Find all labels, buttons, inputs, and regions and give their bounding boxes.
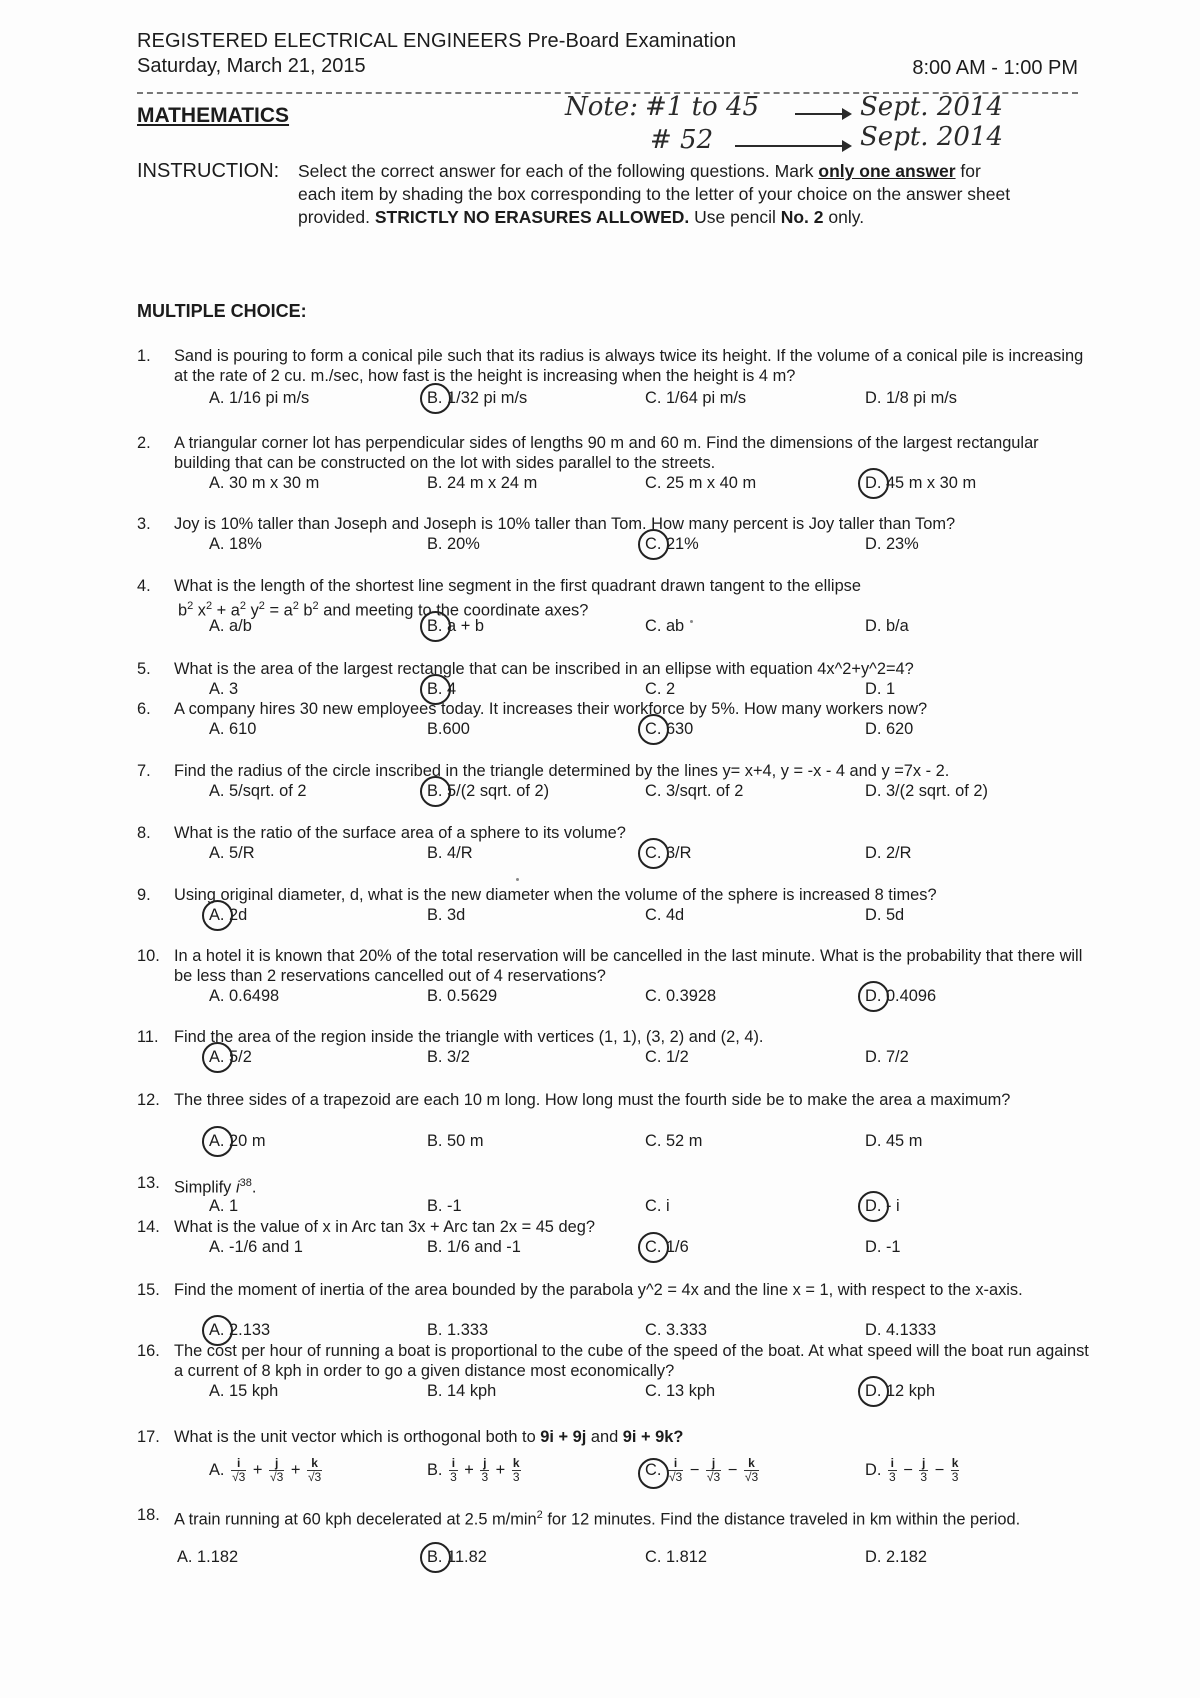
option-b[interactable]: B. 5/(2 sqrt. of 2) xyxy=(427,781,549,801)
question-stem: What is the ratio of the surface area of a sphere to its volume? xyxy=(174,824,626,842)
question-number: 1. xyxy=(137,347,151,365)
option-a[interactable]: A. 30 m x 30 m xyxy=(209,474,320,492)
question-stem: Using original diameter, d, what is the new diameter when the volume of the sphere is increased 8 times? xyxy=(174,886,937,904)
option-b[interactable]: B. 1/32 pi m/s xyxy=(427,388,527,408)
circle-mark-icon xyxy=(202,900,233,931)
option-c[interactable]: C. 1/64 pi m/s xyxy=(645,389,747,407)
answer-options xyxy=(137,1381,1085,1403)
option-c[interactable]: C. 3.333 xyxy=(645,1321,707,1339)
exam-date: Saturday, March 21, 2015 xyxy=(137,55,366,77)
option-c[interactable]: C. 52 m xyxy=(645,1132,703,1150)
question-number: 11. xyxy=(137,1028,159,1046)
handwritten-note-label: Note: xyxy=(565,92,638,122)
option-d[interactable]: D. 7/2 xyxy=(865,1048,909,1066)
option-a[interactable]: A. a/b xyxy=(209,617,252,635)
option-d[interactable]: D. -1 xyxy=(865,1238,901,1256)
answer-options xyxy=(137,905,1085,927)
circle-mark-icon xyxy=(202,1126,233,1157)
question-number: 2. xyxy=(137,434,151,452)
circle-mark-icon xyxy=(638,714,669,745)
instruction-part: Select the correct answer for each of the following questions. Mark xyxy=(298,161,814,181)
option-c[interactable]: C. ab xyxy=(645,617,685,635)
answer-options xyxy=(137,1047,1085,1069)
question-stem: The three sides of a trapezoid are each 10 m long. How long must the fourth side be to make the area a maximum? xyxy=(174,1091,1011,1109)
option-c[interactable]: C. 4d xyxy=(645,906,685,924)
circle-mark-icon xyxy=(858,1376,889,1407)
option-a[interactable]: A. 1.182 xyxy=(177,1548,239,1566)
option-c[interactable]: C. $\frac{i}{√3}$ − $\frac{j}{√3}$ − $\frac{k}{√3}$ xyxy=(645,1457,761,1484)
circle-mark-icon xyxy=(420,383,451,414)
question-number: 7. xyxy=(137,762,151,780)
answer-options xyxy=(137,1453,1085,1487)
circle-mark-icon xyxy=(420,611,451,642)
question-number: 12. xyxy=(137,1091,160,1109)
question-stem: Simplify $i^{38}$. xyxy=(174,1177,257,1197)
option-b[interactable]: B. 4 xyxy=(427,679,456,699)
answer-options xyxy=(137,719,1085,741)
option-b[interactable]: B. 14 kph xyxy=(427,1382,497,1400)
option-a[interactable]: A. 2.133 xyxy=(209,1320,270,1340)
question-stem: What is the area of the largest rectangle that can be inscribed in an ellipse with equation 4x^2+y^2=4? xyxy=(174,660,914,678)
question-number: 4. xyxy=(137,577,151,595)
circle-mark-icon xyxy=(638,838,669,869)
option-c[interactable]: C. 1/2 xyxy=(645,1048,689,1066)
option-c[interactable]: C. 13 kph xyxy=(645,1382,716,1400)
question-stem: A company hires 30 new employees today. It increases their workforce by 5%. How many workers now? xyxy=(174,700,928,718)
option-d[interactable]: D. 1 xyxy=(865,680,896,698)
question-number: 14. xyxy=(137,1218,160,1236)
question-number: 6. xyxy=(137,700,151,718)
option-d[interactable]: D. 5d xyxy=(865,906,905,924)
option-c[interactable]: C. 3/R xyxy=(645,843,691,863)
option-b[interactable]: B. a + b xyxy=(427,616,484,636)
option-a[interactable]: A. 1/16 pi m/s xyxy=(209,389,310,407)
option-a[interactable]: A. 0.6498 xyxy=(209,987,280,1005)
option-a[interactable]: A. 18% xyxy=(209,535,262,553)
instruction-label: INSTRUCTION: xyxy=(137,160,280,182)
option-a[interactable]: A. 2d xyxy=(209,905,247,925)
option-d[interactable]: D. 2.182 xyxy=(865,1548,927,1566)
option-a[interactable]: A. -1/6 and 1 xyxy=(209,1238,303,1256)
option-b[interactable]: B. 3d xyxy=(427,906,466,924)
answer-options xyxy=(137,1320,1085,1342)
question-number: 15. xyxy=(137,1281,160,1299)
option-d[interactable]: D. 3/(2 sqrt. of 2) xyxy=(865,782,988,800)
answer-options xyxy=(137,1237,1085,1259)
option-b[interactable]: B. 0.5629 xyxy=(427,987,498,1005)
circle-mark-icon xyxy=(420,1542,451,1573)
circle-mark-icon xyxy=(638,529,669,560)
option-b[interactable]: B. $\frac{i}{3}$ + $\frac{j}{3}$ + $\frac{k}{3}$ xyxy=(427,1456,520,1484)
option-a[interactable]: A. 610 xyxy=(209,720,257,738)
option-d[interactable]: D. b/a xyxy=(865,617,909,635)
instruction-emphasis: STRICTLY NO ERASURES ALLOWED. xyxy=(374,207,690,227)
answer-options xyxy=(137,534,1085,556)
option-a[interactable]: A. 5/R xyxy=(209,844,255,862)
question-stem: Joy is 10% taller than Joseph and Joseph is 10% taller than Tom. How many percent is Joy taller than Tom? xyxy=(174,515,956,533)
option-d[interactable]: D. - i xyxy=(865,1196,900,1216)
option-b[interactable]: B. 50 m xyxy=(427,1132,484,1150)
option-d[interactable]: D. 2/R xyxy=(865,844,912,862)
option-a[interactable]: A. 3 xyxy=(209,680,239,698)
answer-options xyxy=(137,843,1085,865)
option-d[interactable]: D. 1/8 pi m/s xyxy=(865,389,957,407)
option-d[interactable]: D. 23% xyxy=(865,535,919,553)
option-a[interactable]: A. 5/sqrt. of 2 xyxy=(209,782,307,800)
option-c[interactable]: C. 3/sqrt. of 2 xyxy=(645,782,744,800)
option-b[interactable]: B.600 xyxy=(427,720,470,738)
question-stem: Sand is pouring to form a conical pile such that its radius is always twice its height. If the volume of a conical pile is increasing at the rate of 2 cu. m./sec, how fast is the height is increasing when the height is 4 m? xyxy=(174,347,1084,385)
question-stem: What is the unit vector which is orthogonal both to 9i + 9j and 9i + 9k? xyxy=(174,1428,684,1446)
question-equation: $b^2$ $x^2 + a^2$ $y^2 = a^2$ $b^2$ and meeting to the coordinate axes? xyxy=(178,600,589,620)
option-d[interactable]: D. $\frac{i}{3}$ − $\frac{j}{3}$ − $\frac{k}{3}$ xyxy=(865,1456,959,1484)
option-b[interactable]: B. 1.333 xyxy=(427,1321,489,1339)
option-b[interactable]: B. 4/R xyxy=(427,844,473,862)
answer-options xyxy=(137,986,1085,1008)
circle-mark-icon xyxy=(202,1042,233,1073)
option-b[interactable]: B. 24 m x 24 m xyxy=(427,474,538,492)
answer-options xyxy=(137,1547,1085,1569)
instruction-part: Use pencil xyxy=(694,207,776,227)
circle-mark-icon xyxy=(420,776,451,807)
option-d[interactable]: D. 12 kph xyxy=(865,1381,935,1401)
question-stem: In a hotel it is known that 20% of the total reservation will be cancelled in the last minute. What is the probability that there will be less than 2 reservations cancelled out of 4 reservations? xyxy=(174,947,1083,985)
question-stem: Find the radius of the circle inscribed in the triangle determined by the lines y= x+4, y = -x - 4 and y =7x - 2. xyxy=(174,762,950,780)
option-c[interactable]: C. 1.812 xyxy=(645,1548,707,1566)
pencil-mark xyxy=(690,620,693,623)
question-number: 18. xyxy=(137,1506,160,1524)
subject-title: MATHEMATICS xyxy=(137,104,290,127)
section-title: MULTIPLE CHOICE: xyxy=(137,301,307,321)
option-c[interactable]: C. i xyxy=(645,1197,670,1215)
option-b[interactable]: B. 3/2 xyxy=(427,1048,470,1066)
option-c[interactable]: C. 0.3928 xyxy=(645,987,717,1005)
question-stem: A triangular corner lot has perpendicular sides of lengths 90 m and 60 m. Find the dimensions of the largest rectangular building that can be constructed on the lot with sides parallel to the streets. xyxy=(174,434,1039,472)
arrow-icon xyxy=(795,113,850,115)
option-c[interactable]: C. 21% xyxy=(645,534,699,554)
instruction-emphasis: only one answer xyxy=(818,161,956,181)
question-stem: Find the moment of inertia of the area bounded by the parabola y^2 = 4x and the line x = 1, with respect to the x-axis. xyxy=(174,1281,1023,1299)
circle-mark-icon xyxy=(638,1232,669,1263)
question-number: 17. xyxy=(137,1428,160,1446)
exam-title: REGISTERED ELECTRICAL ENGINEERS Pre-Board Examination xyxy=(137,30,737,52)
question-stem: The cost per hour of running a boat is proportional to the cube of the speed of the boat. At what speed will the boat run against a current of 8 kph in order to go a given distance most economically? xyxy=(174,1342,1089,1380)
option-d[interactable]: D. 4.1333 xyxy=(865,1321,937,1339)
option-b[interactable]: B. 11.82 xyxy=(427,1547,487,1567)
question-number: 8. xyxy=(137,824,151,842)
instruction-part: only. xyxy=(828,207,865,227)
answer-options xyxy=(137,679,1085,701)
answer-options xyxy=(137,1196,1085,1218)
pencil-mark xyxy=(516,878,519,881)
circle-mark-icon xyxy=(638,1458,669,1489)
option-a[interactable]: A. 1 xyxy=(209,1197,239,1215)
question-number: 10. xyxy=(137,947,160,965)
handwritten-note-date-1: Sept. 2014 xyxy=(860,92,1003,122)
option-a[interactable]: A. 20 m xyxy=(209,1131,265,1151)
question-stem: What is the length of the shortest line segment in the first quadrant drawn tangent to the ellipse xyxy=(174,577,861,595)
option-d[interactable]: D. 0.4096 xyxy=(865,986,936,1006)
question-number: 9. xyxy=(137,886,151,904)
handwritten-note-range-1: #1 to 45 xyxy=(645,92,760,122)
exam-time: 8:00 AM - 1:00 PM xyxy=(912,57,1078,79)
answer-options xyxy=(137,616,1085,638)
option-b[interactable]: B. -1 xyxy=(427,1197,462,1215)
option-c[interactable]: C. 25 m x 40 m xyxy=(645,474,757,492)
circle-mark-icon xyxy=(858,981,889,1012)
answer-options xyxy=(137,388,1085,410)
option-b[interactable]: B. 20% xyxy=(427,535,480,553)
option-d[interactable]: D. 45 m xyxy=(865,1132,923,1150)
option-a[interactable]: A. 15 kph xyxy=(209,1382,279,1400)
option-c[interactable]: C. 630 xyxy=(645,719,693,739)
option-c[interactable]: C. 1/6 xyxy=(645,1237,689,1257)
question-number: 3. xyxy=(137,515,151,533)
option-d[interactable]: D. 620 xyxy=(865,720,914,738)
option-b[interactable]: B. 1/6 and -1 xyxy=(427,1238,521,1256)
option-a[interactable]: A. $\frac{i}{√3}$ + $\frac{j}{√3}$ + $\frac{k}{√3}$ xyxy=(209,1456,322,1484)
question-number: 16. xyxy=(137,1342,160,1360)
circle-mark-icon xyxy=(858,468,889,499)
question-stem: A train running at 60 kph decelerated at 2.5 $m/\min^2$ for 12 minutes. Find the distance traveled in km within the period. xyxy=(174,1509,1021,1529)
handwritten-note-range-2: # 52 xyxy=(650,125,714,155)
instruction-emphasis: No. 2 xyxy=(780,207,824,227)
arrow-icon xyxy=(735,145,850,147)
question-stem: Find the area of the region inside the triangle with vertices (1, 1), (3, 2) and (2, 4). xyxy=(174,1028,764,1046)
option-a[interactable]: A. 5/2 xyxy=(209,1047,252,1067)
answer-options xyxy=(137,781,1085,803)
instruction-part: for each item by shading the box corresponding to the letter of your choice on the answer sheet provided. xyxy=(298,161,1011,227)
question-stem: What is the value of x in Arc tan 3x + Arc tan 2x = 45 deg? xyxy=(174,1218,595,1236)
instruction-text xyxy=(298,160,1018,229)
answer-options xyxy=(137,1131,1085,1153)
handwritten-note-date-2: Sept. 2014 xyxy=(860,122,1003,152)
question-number: 13. xyxy=(137,1174,160,1192)
option-c[interactable]: C. 2 xyxy=(645,680,676,698)
option-d[interactable]: D. 45 m x 30 m xyxy=(865,473,976,493)
answer-options xyxy=(137,473,1085,495)
question-number: 5. xyxy=(137,660,151,678)
